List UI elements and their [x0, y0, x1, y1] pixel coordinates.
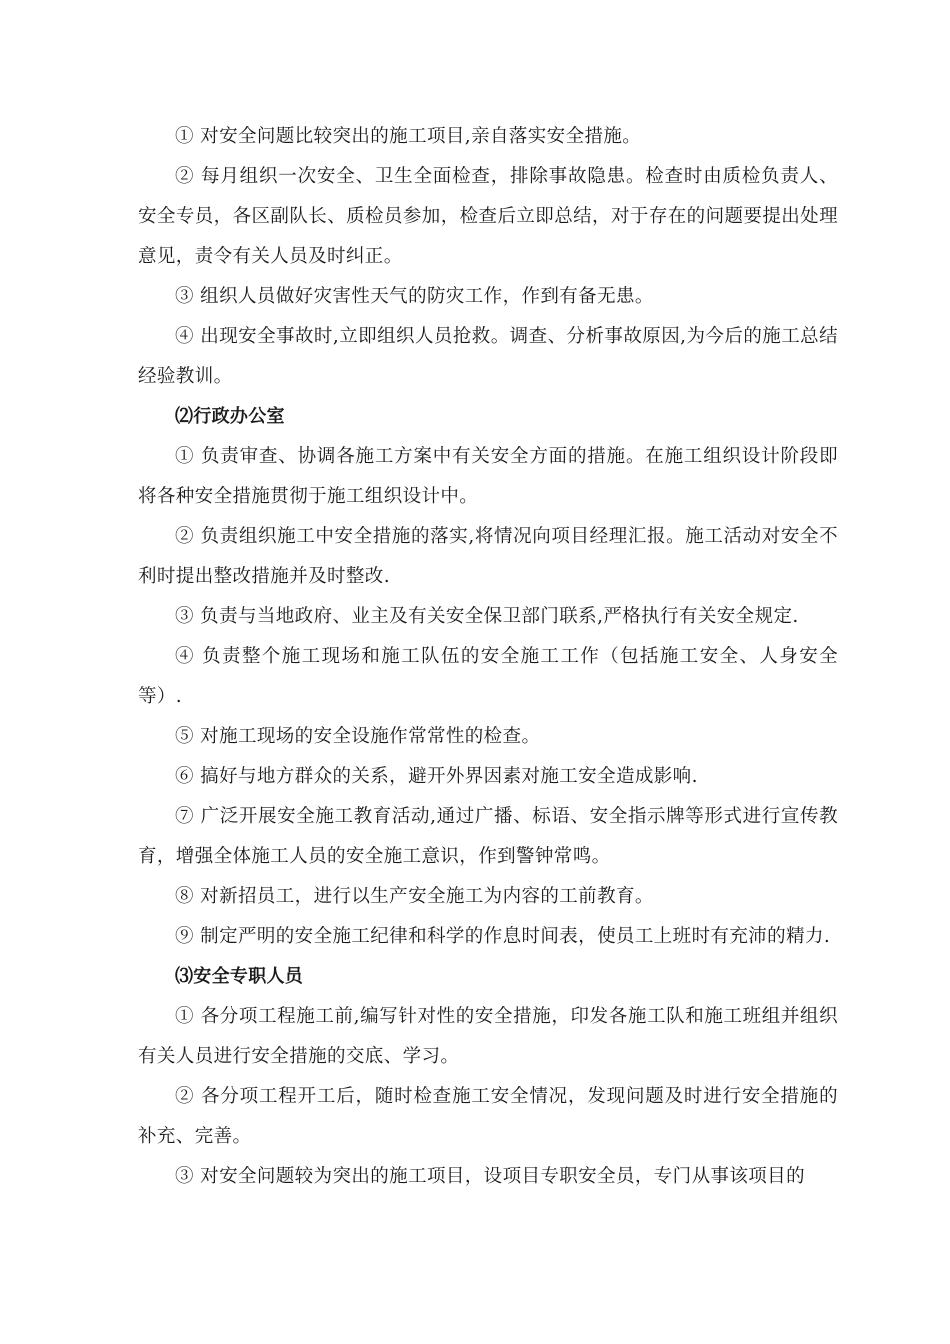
section-heading: ⑶安全专职人员 — [175, 966, 304, 987]
paragraph: ⑥ 搞好与地方群众的关系，避开外界因素对施工安全造成影响. — [175, 766, 698, 787]
paragraph: ① 对安全问题比较突出的施工项目,亲自落实安全措施。 — [175, 126, 642, 147]
paragraph: ① 各分项工程施工前,编写针对性的安全措施，印发各施工队和施工班组并组织有关人员进行安全措施的交底、学习。 — [138, 1006, 838, 1067]
paragraph: ⑦ 广泛开展安全施工教育活动,通过广播、标语、安全指示牌等形式进行宣传教育，增强全体施工人员的安全施工意识，作到警钟常鸣。 — [138, 806, 838, 867]
paragraph: ③ 组织人员做好灾害性天气的防灾工作，作到有备无患。 — [175, 286, 654, 307]
paragraph: ② 各分项工程开工后，随时检查施工安全情况，发现问题及时进行安全措施的补充、完善。 — [138, 1086, 838, 1147]
paragraph: ④ 出现安全事故时,立即组织人员抢救。调查、分析事故原因,为今后的施工总结经验教训。 — [138, 326, 838, 387]
section-heading: ⑵行政办公室 — [175, 406, 285, 427]
paragraph: ⑧ 对新招员工，进行以生产安全施工为内容的工前教育。 — [175, 886, 654, 907]
paragraph: ④ 负责整个施工现场和施工队伍的安全施工工作（包括施工安全、人身安全等）. — [138, 646, 838, 707]
paragraph: ⑨ 制定严明的安全施工纪律和科学的作息时间表，使员工上班时有充沛的精力. — [175, 926, 831, 947]
paragraph: ② 负责组织施工中安全措施的落实,将情况向项目经理汇报。施工活动对安全不利时提出整改措施并及时整改. — [138, 526, 838, 587]
paragraph: ① 负责审查、协调各施工方案中有关安全方面的措施。在施工组织设计阶段即将各种安全措施贯彻于施工组织设计中。 — [138, 446, 838, 507]
paragraph: ③ 负责与当地政府、业主及有关安全保卫部门联系,严格执行有关安全规定. — [175, 606, 799, 627]
paragraph: ③ 对安全问题较为突出的施工项目，设项目专职安全员，专门从事该项目的 — [175, 1166, 805, 1187]
document-page — [138, 117, 838, 1197]
paragraph: ② 每月组织一次安全、卫生全面检查，排除事故隐患。检查时由质检负责人、安全专员，各区副队长、质检员参加，检查后立即总结，对于存在的问题要提出处理意见，责令有关人员及时纠正。 — [138, 166, 838, 267]
paragraph: ⑤ 对施工现场的安全设施作常常性的检查。 — [175, 726, 541, 747]
